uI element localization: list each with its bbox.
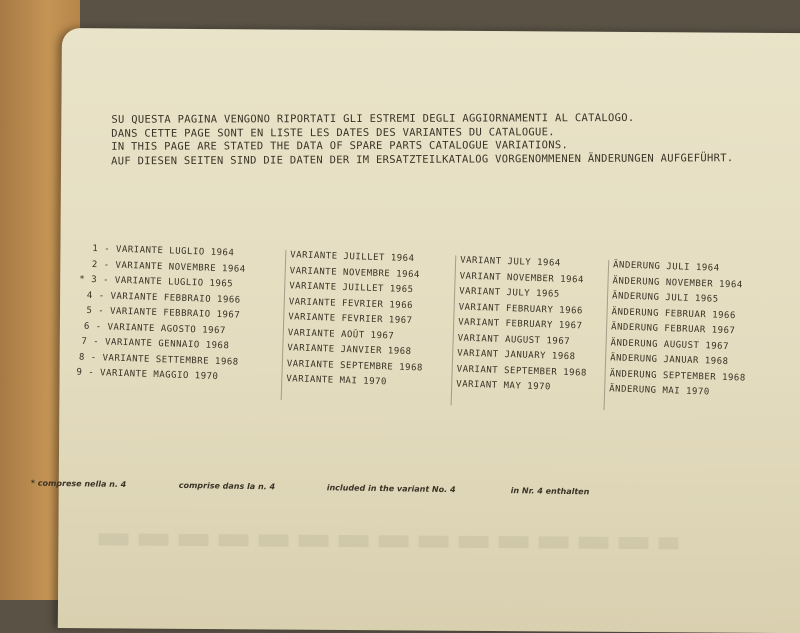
variant-row-de: ÄNDERUNG MAI 1970 xyxy=(609,384,710,398)
variant-row-fr: VARIANTE NOVEMBRE 1964 xyxy=(289,265,421,280)
variant-row-de: ÄNDERUNG JULI 1965 xyxy=(611,291,719,305)
column-english xyxy=(456,256,591,400)
variant-row-en: VARIANT NOVEMBER 1964 xyxy=(459,271,585,285)
footnote-italian: * comprese nella n. 4 xyxy=(30,478,127,490)
footnote-english: included in the variant No. 4 xyxy=(326,483,456,495)
variants-table xyxy=(55,243,800,447)
header-line-french: DANS CETTE PAGE SONT EN LISTE LES DATES DES VARIANTES DU CATALOGUE. xyxy=(111,125,555,140)
variant-row-it: 6 - VARIANTE AGOSTO 1967 xyxy=(83,321,227,336)
variant-row-it: 7 - VARIANTE GENNAIO 1968 xyxy=(81,336,230,352)
variant-row-fr: VARIANTE JANVIER 1968 xyxy=(287,343,412,358)
variant-row-de: ÄNDERUNG FEBRUAR 1966 xyxy=(611,306,737,321)
variant-row-de: ÄNDERUNG JULI 1964 xyxy=(612,260,720,274)
variant-row-en: VARIANT JULY 1965 xyxy=(459,286,560,300)
variant-row-fr: VARIANTE SEPTEMBRE 1968 xyxy=(286,358,424,373)
variant-row-fr: VARIANTE AOÛT 1967 xyxy=(287,327,395,342)
header-line-english: IN THIS PAGE ARE STATED THE DATA OF SPARE PARTS CATALOGUE VARIATIONS. xyxy=(111,139,569,153)
variant-row-it: 8 - VARIANTE SETTEMBRE 1968 xyxy=(78,352,239,368)
variant-row-fr: VARIANTE JUILLET 1965 xyxy=(289,281,414,296)
footnote-german: in Nr. 4 enthalten xyxy=(510,486,590,497)
header-line-german: AUF DIESEN SEITEN SIND DIE DATEN DER IM ERSATZTEILKATALOG VORGENOMMENEN ÄNDERUNGEN AUFGEFÜHRT. xyxy=(111,151,734,167)
variant-row-de: ÄNDERUNG AUGUST 1967 xyxy=(610,337,730,352)
variant-row-en: VARIANT FEBRUARY 1966 xyxy=(458,302,584,316)
catalogue-page xyxy=(30,28,800,633)
variant-row-de: ÄNDERUNG SEPTEMBER 1968 xyxy=(609,368,746,384)
variant-row-it: * 3 - VARIANTE LUGLIO 1965 xyxy=(79,274,234,290)
variant-row-en: VARIANT JANUARY 1968 xyxy=(457,348,576,363)
variant-row-de: ÄNDERUNG JANUAR 1968 xyxy=(609,353,729,368)
variant-row-de: ÄNDERUNG NOVEMBER 1964 xyxy=(612,275,743,290)
variant-row-en: VARIANT SEPTEMBER 1968 xyxy=(456,364,588,379)
variant-row-it: 2 - VARIANTE NOVEMBRE 1964 xyxy=(91,259,246,275)
variant-row-it: 5 - VARIANTE FEBBRAIO 1967 xyxy=(86,305,241,321)
variant-row-fr: VARIANTE FEVRIER 1967 xyxy=(288,312,413,327)
variant-row-en: VARIANT MAY 1970 xyxy=(456,379,552,393)
variant-row-en: VARIANT AUGUST 1967 xyxy=(457,333,571,347)
column-german xyxy=(609,260,749,404)
variant-row-de: ÄNDERUNG FEBRUAR 1967 xyxy=(610,322,736,337)
variant-row-it: 9 - VARIANTE MAGGIO 1970 xyxy=(76,367,219,383)
variant-row-it: 1 - VARIANTE LUGLIO 1964 xyxy=(92,243,235,259)
variant-row-fr: VARIANTE MAI 1970 xyxy=(286,374,388,388)
variant-row-en: VARIANT FEBRUARY 1967 xyxy=(458,317,583,332)
column-italian xyxy=(76,244,246,389)
header-line-italian: SU QUESTA PAGINA VENGONO RIPORTATI GLI ESTREMI DEGLI AGGIORNAMENTI AL CATALOGO. xyxy=(111,111,635,126)
column-french xyxy=(286,250,426,394)
multilingual-header xyxy=(111,110,771,169)
variant-row-fr: VARIANTE FEVRIER 1966 xyxy=(288,296,414,311)
variant-row-en: VARIANT JULY 1964 xyxy=(459,255,561,269)
faint-bleedthrough-text xyxy=(98,533,678,549)
variant-row-fr: VARIANTE JUILLET 1964 xyxy=(290,250,415,265)
footnote-french: comprise dans la n. 4 xyxy=(178,480,276,492)
footnote xyxy=(30,478,800,497)
variant-row-it: 4 - VARIANTE FEBBRAIO 1966 xyxy=(86,290,241,306)
